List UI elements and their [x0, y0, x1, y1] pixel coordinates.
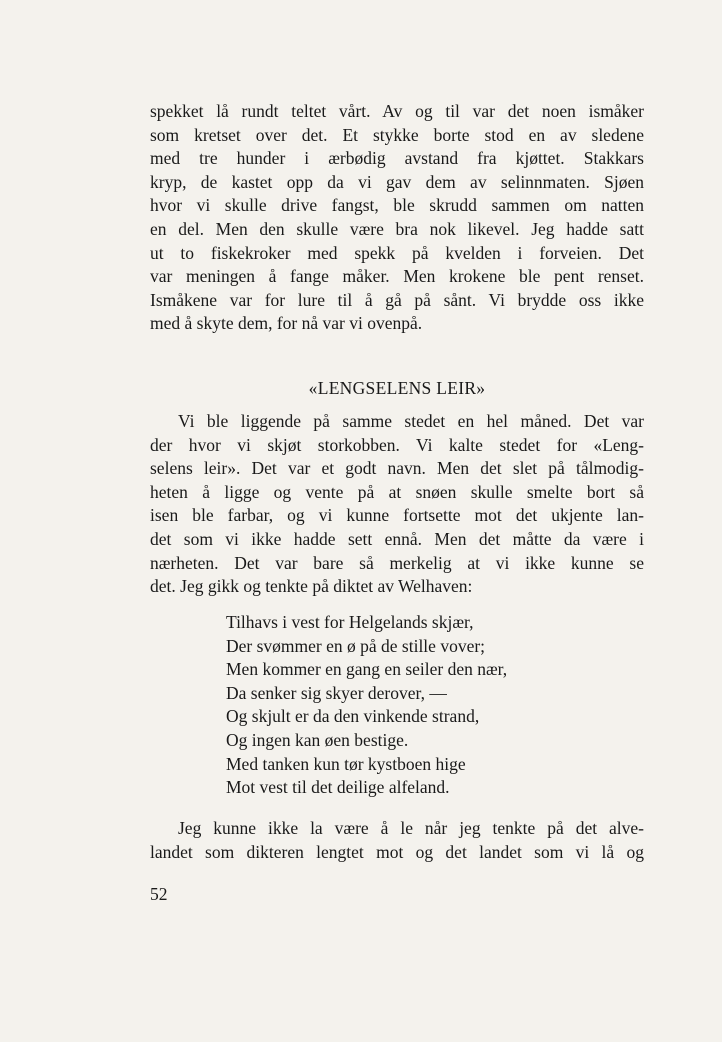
page-number: 52 [150, 884, 168, 904]
poem-line: Og ingen kan øen bestige. [226, 729, 409, 750]
poem-line: Da senker sig skyer derover, — [226, 682, 447, 703]
paragraph-2 [150, 410, 644, 599]
poem-line: Med tanken kun tør kystboen hige [226, 753, 466, 774]
text-line: det som vi ikke hadde sett ennå. Men det måtte da være i [150, 528, 644, 549]
text-line: landet som dikteren lengtet mot og det landet som vi lå og [150, 841, 644, 862]
text-line: spekket lå rundt teltet vårt. Av og til var det noen ismåker [150, 101, 644, 121]
text-line: hvor vi skulle drive fangst, ble skrudd sammen om natten [150, 195, 644, 216]
text-line: heten å ligge og vente på at snøen skulle smelte bort så [150, 481, 644, 502]
poem-line: Og skjult er da den vinkende strand, [226, 706, 480, 727]
text-line: isen ble farbar, og vi kunne fortsette mot det ukjente lan- [150, 505, 644, 526]
text-line: med tre hunder i ærbødig avstand fra kjøttet. Stakkars [150, 148, 644, 169]
poem-block [226, 611, 507, 800]
text-line: der hvor vi skjøt storkobben. Vi kalte stedet for «Leng- [150, 434, 644, 455]
text-line: kryp, de kastet opp da vi gav dem av selinnmaten. Sjøen [150, 171, 644, 192]
text-line: som kretset over det. Et stykke borte stod en av sledene [150, 124, 644, 145]
text-line: en del. Men den skulle være bra nok likevel. Jeg hadde satt [150, 218, 644, 239]
text-line: ut to fiskekroker med spekk på kvelden i forveien. Det [150, 242, 644, 263]
text-line: var meningen å fange måker. Men krokene ble pent renset. [150, 266, 644, 287]
poem-line: Der svømmer en ø på de stille vover; [226, 635, 486, 656]
paragraph-1 [150, 100, 644, 336]
text-line: Vi ble liggende på samme stedet en hel måned. Det var [178, 411, 644, 431]
text-line: Jeg kunne ikke la være å le når jeg tenkte på det alve- [178, 818, 644, 838]
text-line: med å skyte dem, for nå var vi ovenpå. [150, 313, 423, 334]
poem-line: Men kommer en gang en seiler den nær, [226, 659, 508, 680]
poem-line: Mot vest til det deilige alfeland. [226, 777, 450, 798]
poem-line: Tilhavs i vest for Helgelands skjær, [226, 612, 474, 632]
paragraph-3 [150, 817, 644, 864]
text-line: Ismåkene var for lure til å gå på sånt. Vi brydde oss ikke [150, 289, 644, 310]
text-line: selens leir». Det var et godt navn. Men det slet på tålmodig- [150, 458, 644, 479]
section-heading: «LENGSELENS LEIR» [308, 378, 486, 398]
text-line: nærheten. Det var bare så merkelig at vi ikke kunne se [150, 552, 644, 573]
text-line: det. Jeg gikk og tenkte på diktet av Welhaven: [150, 576, 473, 597]
